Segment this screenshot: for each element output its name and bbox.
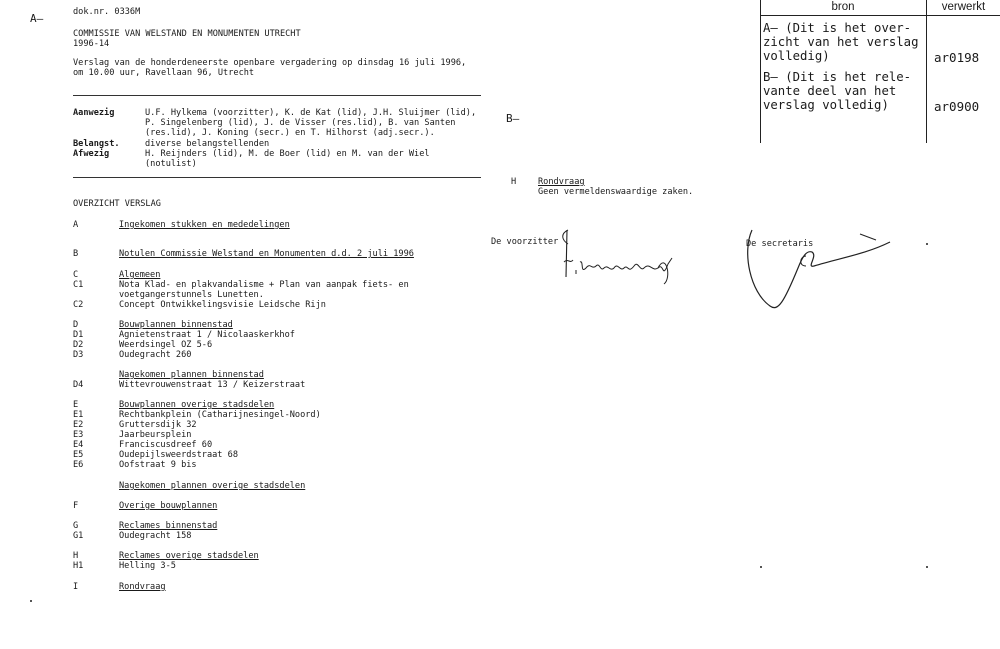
scan-speck [926,243,928,245]
divider-bottom [73,177,481,178]
rondvraag-code: H [511,177,517,187]
afwezig-label: Afwezig [73,149,110,159]
table-left-border [760,0,761,143]
overview-item-code: B [73,249,79,259]
overview-item-text: Reclames overige stadsdelen [119,551,259,561]
overview-item-text: Weerdsingel OZ 5-6 [119,340,213,350]
aanwezig-line-2: P. Singelenberg (lid), J. de Visser (res.lid), B. van Santen [145,118,456,128]
table-row-b-line-1: B– (Dit is het rele- [763,70,912,84]
overview-item-code: E3 [73,430,84,440]
overview-item-code: E2 [73,420,84,430]
overview-item-text: Algemeen [119,270,161,280]
overview-item-code: G1 [73,531,84,541]
overview-item-text: voetgangerstunnels Lunetten. [119,290,264,300]
overview-item-code: C1 [73,280,84,290]
source-table [760,0,1000,143]
overview-item-code: E [73,400,79,410]
overview-item-text: Gruttersdijk 32 [119,420,197,430]
overview-item-text: Concept Ontwikkelingsvisie Leidsche Rijn [119,300,326,310]
overview-item-text: Oudegracht 260 [119,350,192,360]
overview-item-text: Ingekomen stukken en mededelingen [119,220,290,230]
overview-item-text: Wittevrouwenstraat 13 / Keizerstraat [119,380,306,390]
table-row-a-ref: ar0198 [934,50,980,65]
table-row-a-line-2: zicht van het verslag [763,35,919,49]
overview-item-code: E1 [73,410,84,420]
table-row-b-line-2: vante deel van het [763,84,897,98]
table-row-a-line-3: volledig) [763,49,830,63]
chair-label: De voorzitter [491,237,559,247]
divider-top [73,95,481,96]
overview-item-text: Oudegracht 158 [119,531,192,541]
overview-item-code: D4 [73,380,84,390]
overview-item-code: E6 [73,460,84,470]
meeting-description-line1: Verslag van de honderdeneerste openbare vergadering op dinsdag 16 juli 1996, [73,58,467,68]
overview-item-text: Rechtbankplein (Catharijnesingel-Noord) [119,410,321,420]
table-header-rule [760,15,1000,16]
table-row-b-ref: ar0900 [934,99,980,114]
overview-item-text: Rondvraag [119,582,166,592]
table-row-b-line-3: verslag volledig) [763,98,889,112]
report-number: 1996-14 [73,39,110,49]
overview-item-text: Overige bouwplannen [119,501,218,511]
overview-item-code: G [73,521,79,531]
meeting-description-line2: om 10.00 uur, Ravellaan 96, Utrecht [73,68,255,78]
overview-item-code: C2 [73,300,84,310]
scan-speck [926,566,928,568]
overview-item-code: H [73,551,79,561]
overview-item-text: Jaarbeursplein [119,430,192,440]
aanwezig-line-3: (res.lid), J. Koning (secr.) en T. Hilhorst (adj.secr.). [145,128,435,138]
overview-item-code: A [73,220,79,230]
overview-item-code: D1 [73,330,84,340]
table-column-divider [926,0,927,143]
overview-title: OVERZICHT VERSLAG [73,199,161,209]
belangst-label: Belangst. [73,139,120,149]
overview-item-text: Franciscusdreef 60 [119,440,213,450]
overview-item-text: Notulen Commissie Welstand en Monumenten d.d. 2 juli 1996 [119,249,414,259]
overview-item-code: H1 [73,561,84,571]
organization-name: COMMISSIE VAN WELSTAND EN MONUMENTEN UTRECHT [73,29,301,39]
aanwezig-label: Aanwezig [73,108,115,118]
scan-speck [30,600,32,602]
overview-item-text: Nagekomen plannen overige stadsdelen [119,481,306,491]
afwezig-line-1: H. Reijnders (lid), M. de Boer (lid) en M. van der Wiel [145,149,430,159]
secretary-label: De secretaris [746,239,814,249]
overview-item-text: Oudepijlsweerdstraat 68 [119,450,238,460]
overview-item-text: Reclames binnenstad [119,521,218,531]
overview-item-text: Oofstraat 9 bis [119,460,197,470]
table-header-bron: bron [831,1,855,13]
overview-item-code: F [73,501,79,511]
document-number: dok.nr. 0336M [73,7,141,17]
overview-item-text: Bouwplannen binnenstad [119,320,233,330]
overview-item-text: Helling 3-5 [119,561,176,571]
table-header-verwerkt: verwerkt [941,1,986,13]
afwezig-line-2: (notulist) [145,159,197,169]
overview-item-text: Bouwplannen overige stadsdelen [119,400,275,410]
rondvraag-title: Rondvraag [538,177,585,187]
belangst-text: diverse belangstellenden [145,139,270,149]
overview-item-code: E5 [73,450,84,460]
overview-item-text: Nagekomen plannen binnenstad [119,370,264,380]
overview-item-code: I [73,582,79,592]
overview-item-text: Nota Klad- en plakvandalisme + Plan van aanpak fiets- en [119,280,409,290]
rondvraag-text: Geen vermeldenswaardige zaken. [538,187,694,197]
chair-signature [540,222,680,292]
table-row-a-line-1: A– (Dit is het over- [763,21,912,35]
overview-item-code: D3 [73,350,84,360]
aanwezig-line-1: U.F. Hylkema (voorzitter), K. de Kat (lid), J.H. Sluijmer (lid), [145,108,477,118]
margin-mark-b: B– [506,112,520,125]
secretary-signature [740,222,910,312]
scan-speck [760,566,762,568]
overview-item-code: D2 [73,340,84,350]
overview-item-code: C [73,270,79,280]
margin-mark-a: A– [30,12,44,25]
overview-item-code: D [73,320,79,330]
overview-item-code: E4 [73,440,84,450]
overview-item-text: Agnietenstraat 1 / Nicolaaskerkhof [119,330,295,340]
